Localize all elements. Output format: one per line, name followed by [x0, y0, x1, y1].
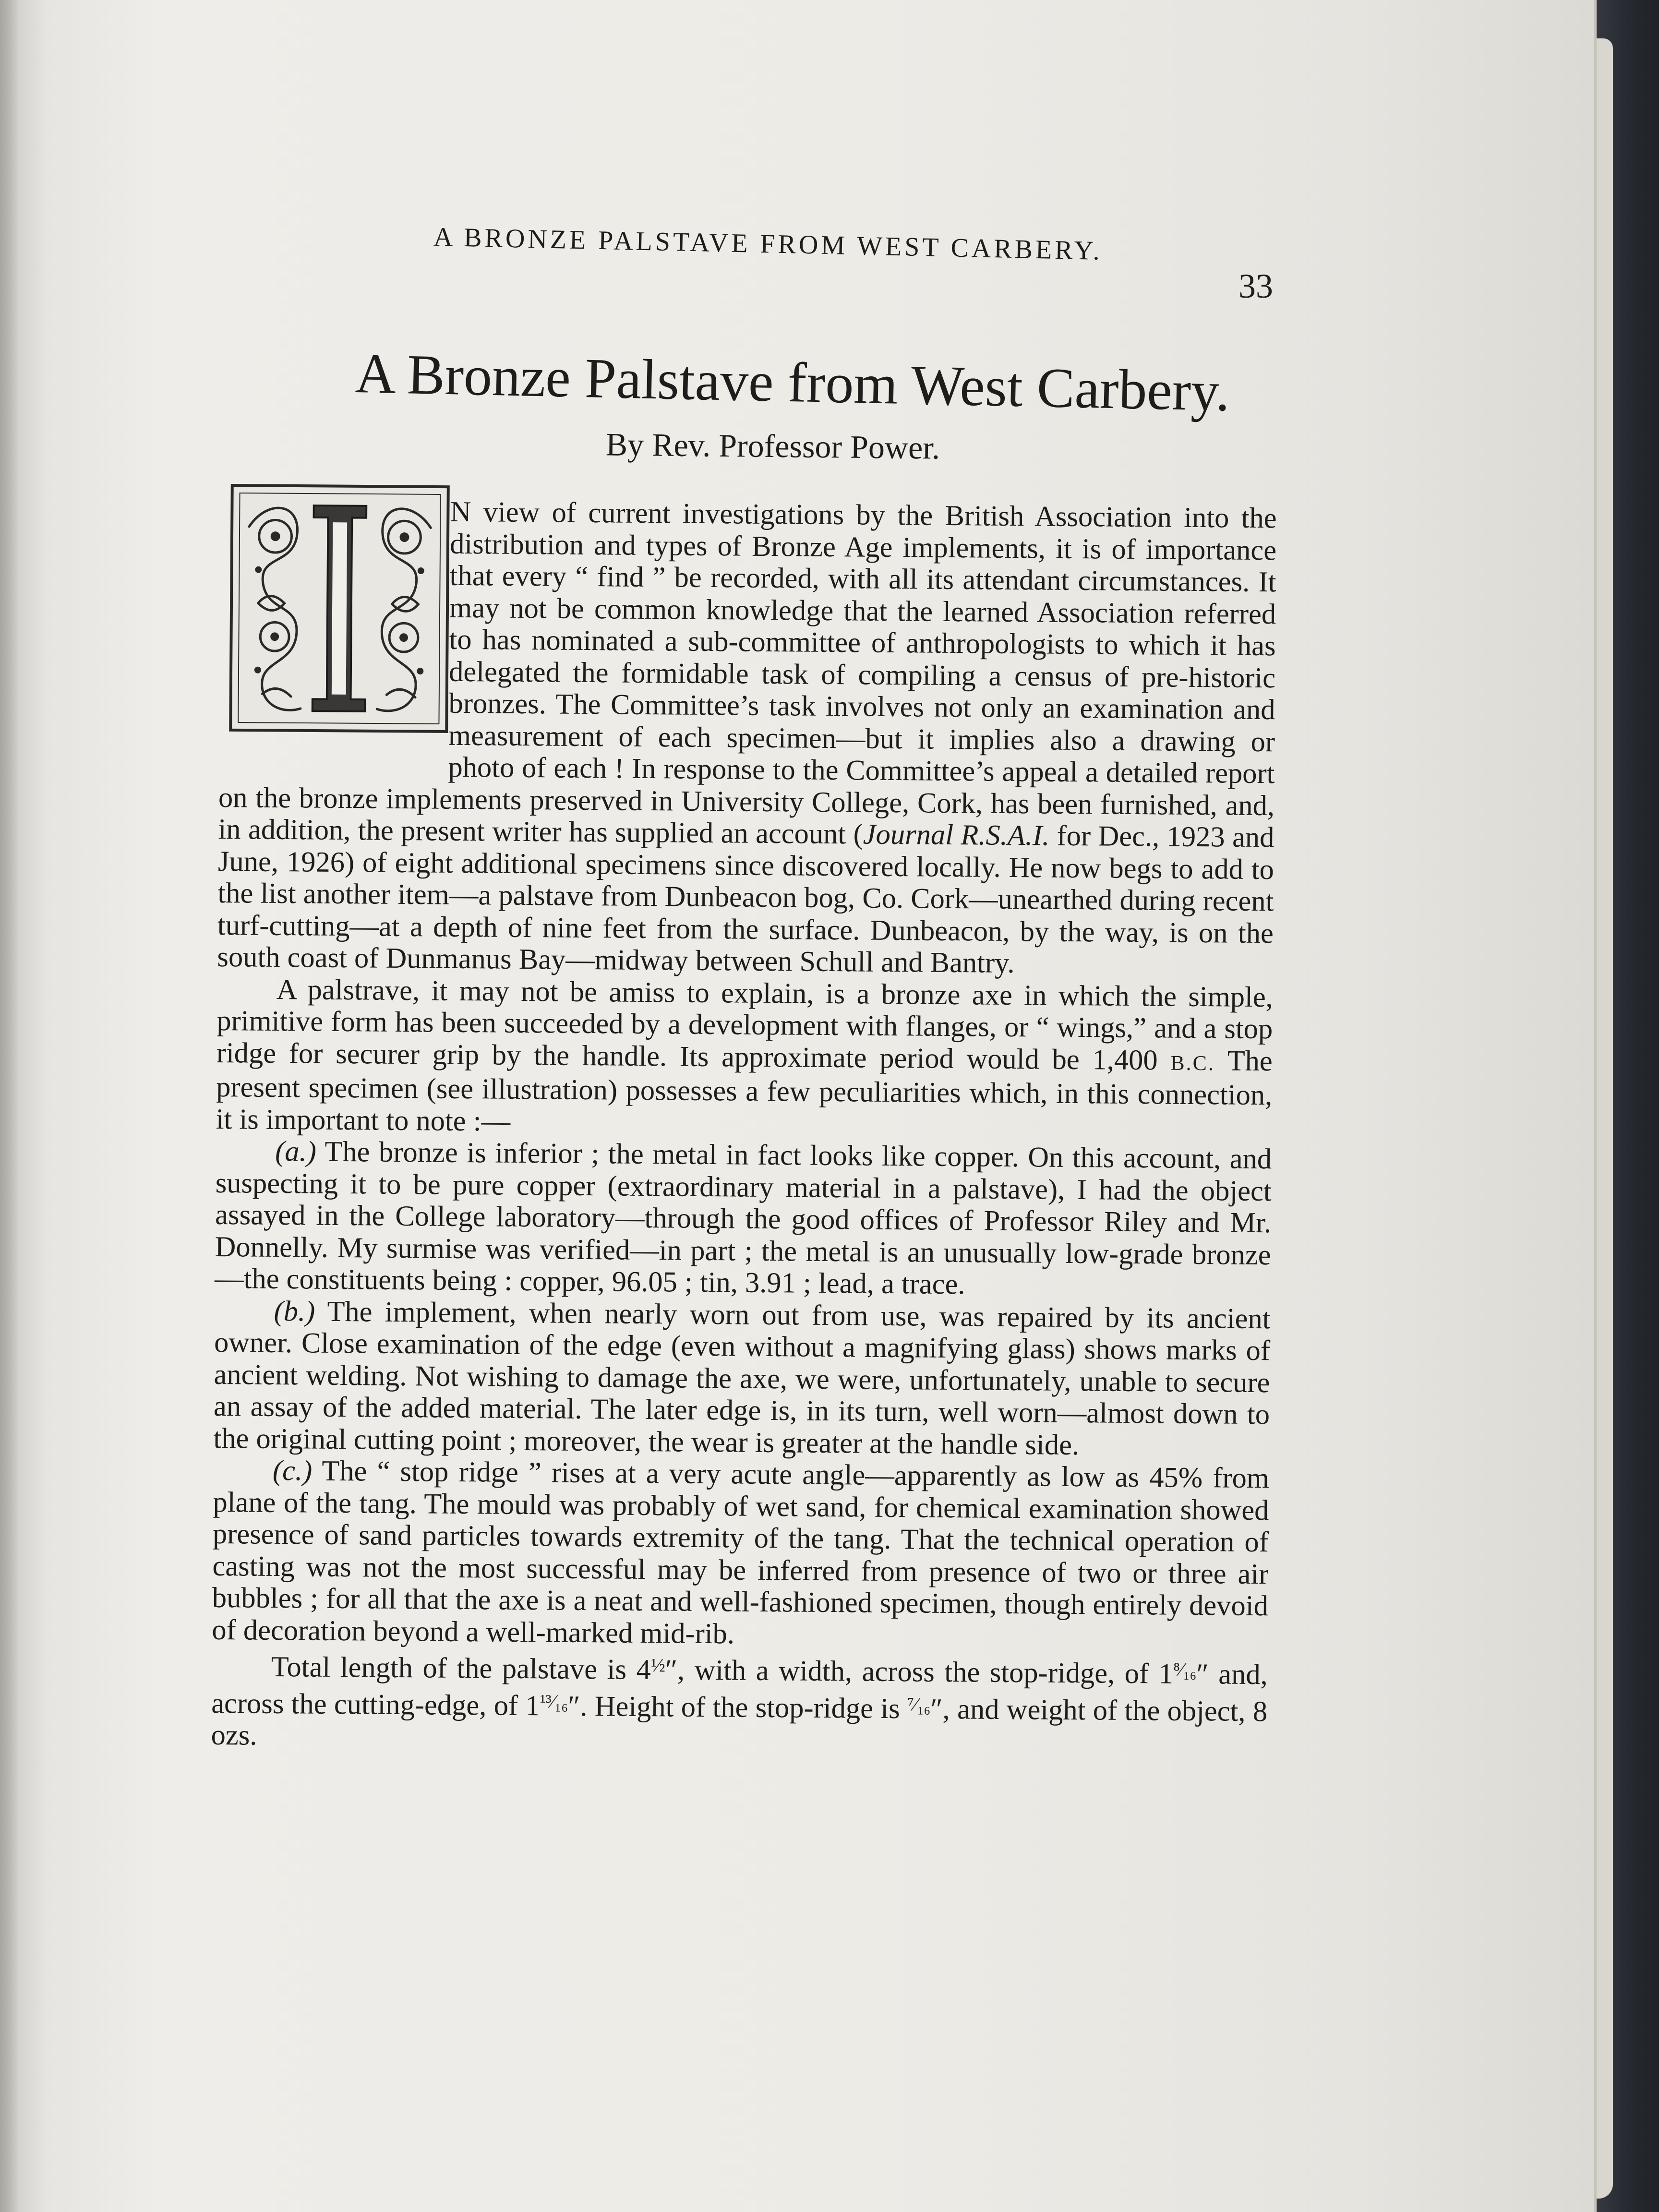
dimensions-text-3: ″ and, across the cutting-edge, of 1	[211, 1658, 1268, 1722]
item-a-text: The bronze is inferior ; the metal in fact looks like copper. On this account, and suspecting it to be pure copper (extraordinary material in a palstave), I had the object assayed in the College laboratory—through the good offices of Professor Riley and Mr. Donnelly. My surmise was verified—in part ; the metal is an unusually low-grade bronze—the constituents being : copper, 96.05 ; tin, 3.91 ; lead, a trace.	[214, 1135, 1272, 1301]
item-a	[215, 1135, 1272, 1303]
journal-title: Journal R.S.A.I.	[863, 818, 1050, 852]
dimensions-text-1: Total length of the palstave is 4	[271, 1650, 651, 1686]
page-number: 33	[1238, 267, 1273, 305]
drop-cap-space	[219, 494, 450, 756]
running-head: A BRONZE PALSTAVE FROM WEST CARBERY.	[433, 222, 1103, 266]
paragraph-intro-opening: N view of current investigations by the British Association into the distribution and types of Bronze Age implements, it is of importance that every “ find ” be recorded, with all its attendant circumstances. It may not be common knowledge that the learned Association referred to has nominated a sub-committee of anthropologists to which it has delegated the formidable task of compiling a census of pre-historic bronzes. The Committee’s task involves not only an examination and measurement of each specimen—but it implies also a drawing or photo of each ! In response to the Committee’s appeal a detailed report on the bronze implements preserved in University College, Cork, has been furnished, and, in addition, the present writer has supplied an account (	[218, 495, 1277, 851]
byline: By Rev. Professor Power.	[605, 426, 940, 466]
item-c	[212, 1455, 1269, 1654]
item-b	[213, 1295, 1271, 1463]
dimensions-text-4: ″. Height of the stop-ridge is	[567, 1690, 908, 1725]
article-body	[211, 494, 1276, 1760]
cutting-edge-fraction: ¹³⁄₁₆	[540, 1690, 568, 1712]
paragraph-definition	[216, 973, 1274, 1143]
item-c-label: (c.)	[272, 1454, 313, 1487]
dimensions-text-2: ″, with a width, across the stop-ridge, of 1	[665, 1654, 1174, 1690]
paragraph-dimensions	[211, 1646, 1268, 1760]
dimensions-text-5: ″, and weight of the object, 8 ozs.	[211, 1693, 1268, 1752]
definition-text: A palstrave, it may not be amiss to explain, is a bronze axe in which the simple, primitive form has been succeeded by a development with flanges, or “ wings,” and a stop ridge for securer grip by the handle. Its approximate period would be 1,400	[216, 973, 1274, 1077]
item-a-label: (a.)	[275, 1135, 317, 1168]
gutter-shadow	[0, 0, 19, 2212]
length-fraction: ½	[650, 1654, 666, 1676]
item-b-label: (b.)	[274, 1295, 315, 1328]
item-b-text: The implement, when nearly worn out from use, was repaired by its ancient owner. Close examination of the edge (even without a magnifying glass) shows marks of ancient welding. Not wishing to damage the axe, we were, unfortunately, unable to secure an assay of the added material. The later edge is, in its turn, well worn—almost down to the original cutting point ; moreover, the wear is greater at the handle side.	[213, 1295, 1271, 1461]
paragraph-intro-closing: for Dec., 1923 and June, 1926) of eight additional specimens since discovered locally. He now begs to add to the list another item—a palstave from Dunbeacon bog, Co. Cork—unearthed during recent turf-cutting—at a depth of nine feet from the surface. Dunbeacon, by the way, is on the south coast of Dunmanus Bay—midway between Schull and Bantry.	[217, 819, 1274, 980]
item-c-text: The “ stop ridge ” rises at a very acute angle—apparently as low as 45% from plane of the tang. The mould was probably of wet sand, for chemical examination showed presence of sand particles towards extremity of the tang. That the technical operation of casting was not the most successful may be inferred from presence of two or three air bubbles ; for all that the axe is a neat and well-fashioned specimen, though entirely devoid of decoration beyond a well-marked mid-rib.	[212, 1455, 1270, 1650]
definition-text-cont: The present specimen (see illustration) possesses a few peculiarities which, in this connection, it is important to note :—	[216, 1044, 1273, 1138]
height-fraction: ⁷⁄₁₆	[907, 1693, 931, 1715]
article-title: A Bronze Palstave from West Carbery.	[354, 342, 1231, 423]
width-fraction: ⁸⁄₁₆	[1173, 1658, 1197, 1681]
era-abbrev: B.C.	[1170, 1051, 1215, 1075]
